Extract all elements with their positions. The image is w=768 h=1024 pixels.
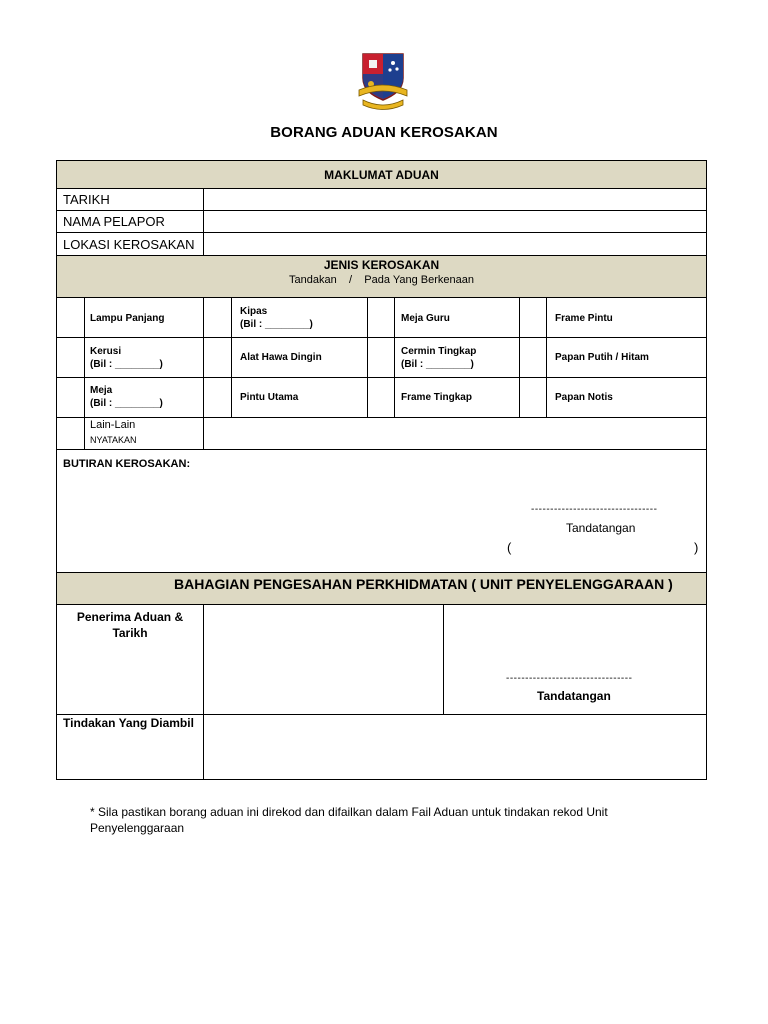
reporter-name-field[interactable] xyxy=(204,211,706,232)
checkbox-meja[interactable] xyxy=(57,378,84,417)
complaint-form xyxy=(56,160,707,780)
reporter-name-paren-open: ( xyxy=(507,540,512,555)
item-lain-lain: Lain-Lain xyxy=(90,419,136,431)
action-taken-field[interactable] xyxy=(204,715,706,779)
item-kerusi: Kerusi (Bil : ________) xyxy=(90,346,163,370)
item-lampu-panjang: Lampu Panjang xyxy=(90,313,165,324)
checkbox-frame-tingkap[interactable] xyxy=(368,378,394,417)
receiver-signature-label: Tandatangan xyxy=(537,689,611,703)
others-specify-field[interactable] xyxy=(204,418,706,449)
damage-location-label: LOKASI KEROSAKAN xyxy=(63,237,195,252)
checkbox-alat-hawa-dingin[interactable] xyxy=(204,338,231,377)
damage-location-field[interactable] xyxy=(204,233,706,255)
checkbox-lampu-panjang[interactable] xyxy=(57,298,84,337)
action-taken-label: Tindakan Yang Diambil xyxy=(63,716,194,730)
item-cermin-tingkap: Cermin Tingkap (Bil : ________) xyxy=(401,346,477,370)
receiver-label: Penerima Aduan & Tarikh xyxy=(76,610,184,640)
item-papan-notis: Papan Notis xyxy=(555,392,613,403)
checkbox-kerusi[interactable] xyxy=(57,338,84,377)
checkbox-meja-guru[interactable] xyxy=(368,298,394,337)
item-kipas: Kipas (Bil : ________) xyxy=(240,306,313,330)
item-frame-pintu: Frame Pintu xyxy=(555,313,613,324)
damage-type-instruction: Tandakan / Pada Yang Berkenaan xyxy=(289,274,474,286)
reporter-name-paren-close: ) xyxy=(694,540,699,555)
damage-details-label: BUTIRAN KEROSAKAN: xyxy=(63,458,191,470)
item-lain-lain-note: NYATAKAN xyxy=(90,435,137,445)
checkbox-lain-lain[interactable] xyxy=(57,418,84,449)
reporter-signature-line: --------------------------------- xyxy=(531,504,658,515)
service-verification-title: BAHAGIAN PENGESAHAN PERKHIDMATAN ( UNIT PENYELENGGARAAN ) xyxy=(174,576,673,592)
date-label: TARIKH xyxy=(63,192,110,207)
school-crest-icon xyxy=(357,50,409,110)
complaint-info-title: MAKLUMAT ADUAN xyxy=(324,168,439,182)
reporter-name-label: NAMA PELAPOR xyxy=(63,214,165,229)
footnote: * Sila pastikan borang aduan ini direkod dan difailkan dalam Fail Aduan untuk tindakan rekod Unit Penyelenggaraan xyxy=(90,805,608,835)
receiver-field[interactable] xyxy=(204,605,442,713)
checkbox-papan-notis[interactable] xyxy=(520,378,546,417)
item-alat-hawa-dingin: Alat Hawa Dingin xyxy=(240,352,322,363)
checkbox-pintu-utama[interactable] xyxy=(204,378,231,417)
form-title: BORANG ADUAN KEROSAKAN xyxy=(270,124,498,141)
item-meja: Meja (Bil : ________) xyxy=(90,385,163,409)
checkbox-papan-putih-hitam[interactable] xyxy=(520,338,546,377)
checkbox-kipas[interactable] xyxy=(204,298,231,337)
checkbox-cermin-tingkap[interactable] xyxy=(368,338,394,377)
reporter-signature-label: Tandatangan xyxy=(566,521,636,535)
item-pintu-utama: Pintu Utama xyxy=(240,392,299,403)
checkbox-frame-pintu[interactable] xyxy=(520,298,546,337)
item-meja-guru: Meja Guru xyxy=(401,313,450,324)
damage-type-title: JENIS KEROSAKAN xyxy=(323,258,440,272)
receiver-signature-line: --------------------------------- xyxy=(506,673,633,684)
item-frame-tingkap: Frame Tingkap xyxy=(401,392,472,403)
date-field[interactable] xyxy=(204,189,706,210)
item-papan-putih-hitam: Papan Putih / Hitam xyxy=(555,352,649,363)
